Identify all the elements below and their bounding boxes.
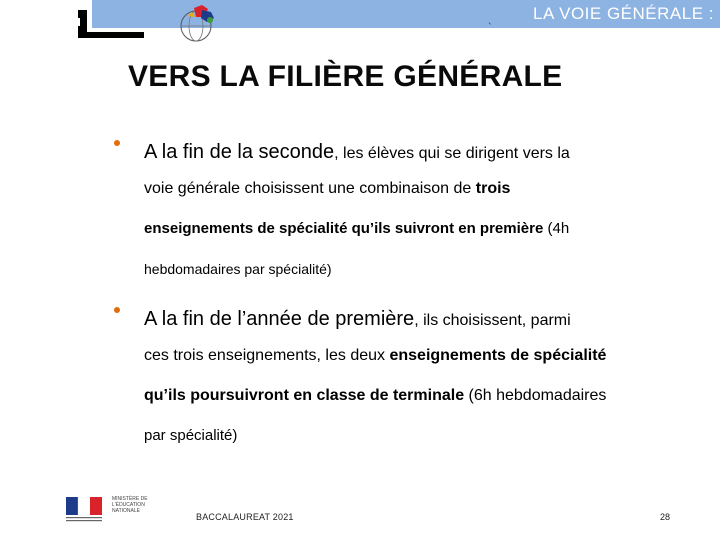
bullet-text-bold: enseignements de spécialité qu’ils suivront en première — [144, 220, 544, 237]
bullet-text: ces trois enseignements, les deux — [144, 347, 390, 364]
bullet-line — [144, 335, 674, 375]
bullet-line — [144, 248, 674, 285]
page-number: 28 — [660, 512, 671, 522]
bullet-line — [144, 128, 674, 168]
corner-square-decoration — [72, 18, 80, 26]
bullet-line — [144, 168, 674, 208]
bullet-line — [144, 295, 674, 335]
bullet-text: par spécialité) — [144, 427, 238, 444]
bullet-line — [144, 375, 674, 415]
bullet-text: voie générale choisissent une combinaison de — [144, 180, 476, 197]
ministry-text: MINISTÈRE DE L'ÉDUCATION NATIONALE — [112, 496, 148, 514]
bullet-item — [114, 128, 674, 285]
bullet-text-bold: enseignements de spécialité — [389, 347, 607, 364]
bullet-text: , ils choisissent, parmi — [414, 312, 571, 329]
bullet-text-bold: qu’ils poursuivront en classe de terminale — [144, 387, 465, 404]
bullet-text: hebdomadaires par spécialité) — [144, 261, 332, 277]
bullet-line — [144, 415, 674, 452]
bullet-line — [144, 208, 674, 248]
footer-text: BACCALAUREAT 2021 — [196, 512, 294, 522]
marianne-flag-icon — [66, 497, 102, 523]
corner-bracket-decoration — [78, 10, 144, 36]
slide-title: VERS LA FILIÈRE GÉNÉRALE — [128, 60, 563, 93]
ministry-logo — [62, 494, 160, 528]
bullet-text-bold: trois — [475, 180, 511, 197]
header-tick-mark: ` — [488, 22, 492, 34]
bullet-text: , les élèves qui se dirigent vers la — [334, 145, 570, 162]
globe-logo-icon — [176, 2, 220, 46]
bullet-text: (4h — [543, 220, 570, 237]
bullet-text-lead: A la fin de la seconde — [144, 141, 335, 163]
bullet-dot-icon — [114, 307, 120, 313]
bullet-item — [114, 295, 674, 452]
bullet-dot-icon — [114, 140, 120, 146]
bullet-text-lead: A la fin de l’année de première — [144, 308, 415, 330]
header-title: LA VOIE GÉNÉRALE : — [533, 4, 714, 23]
bullet-text: (6h hebdomadaires — [464, 387, 607, 404]
bullet-list — [114, 128, 674, 452]
